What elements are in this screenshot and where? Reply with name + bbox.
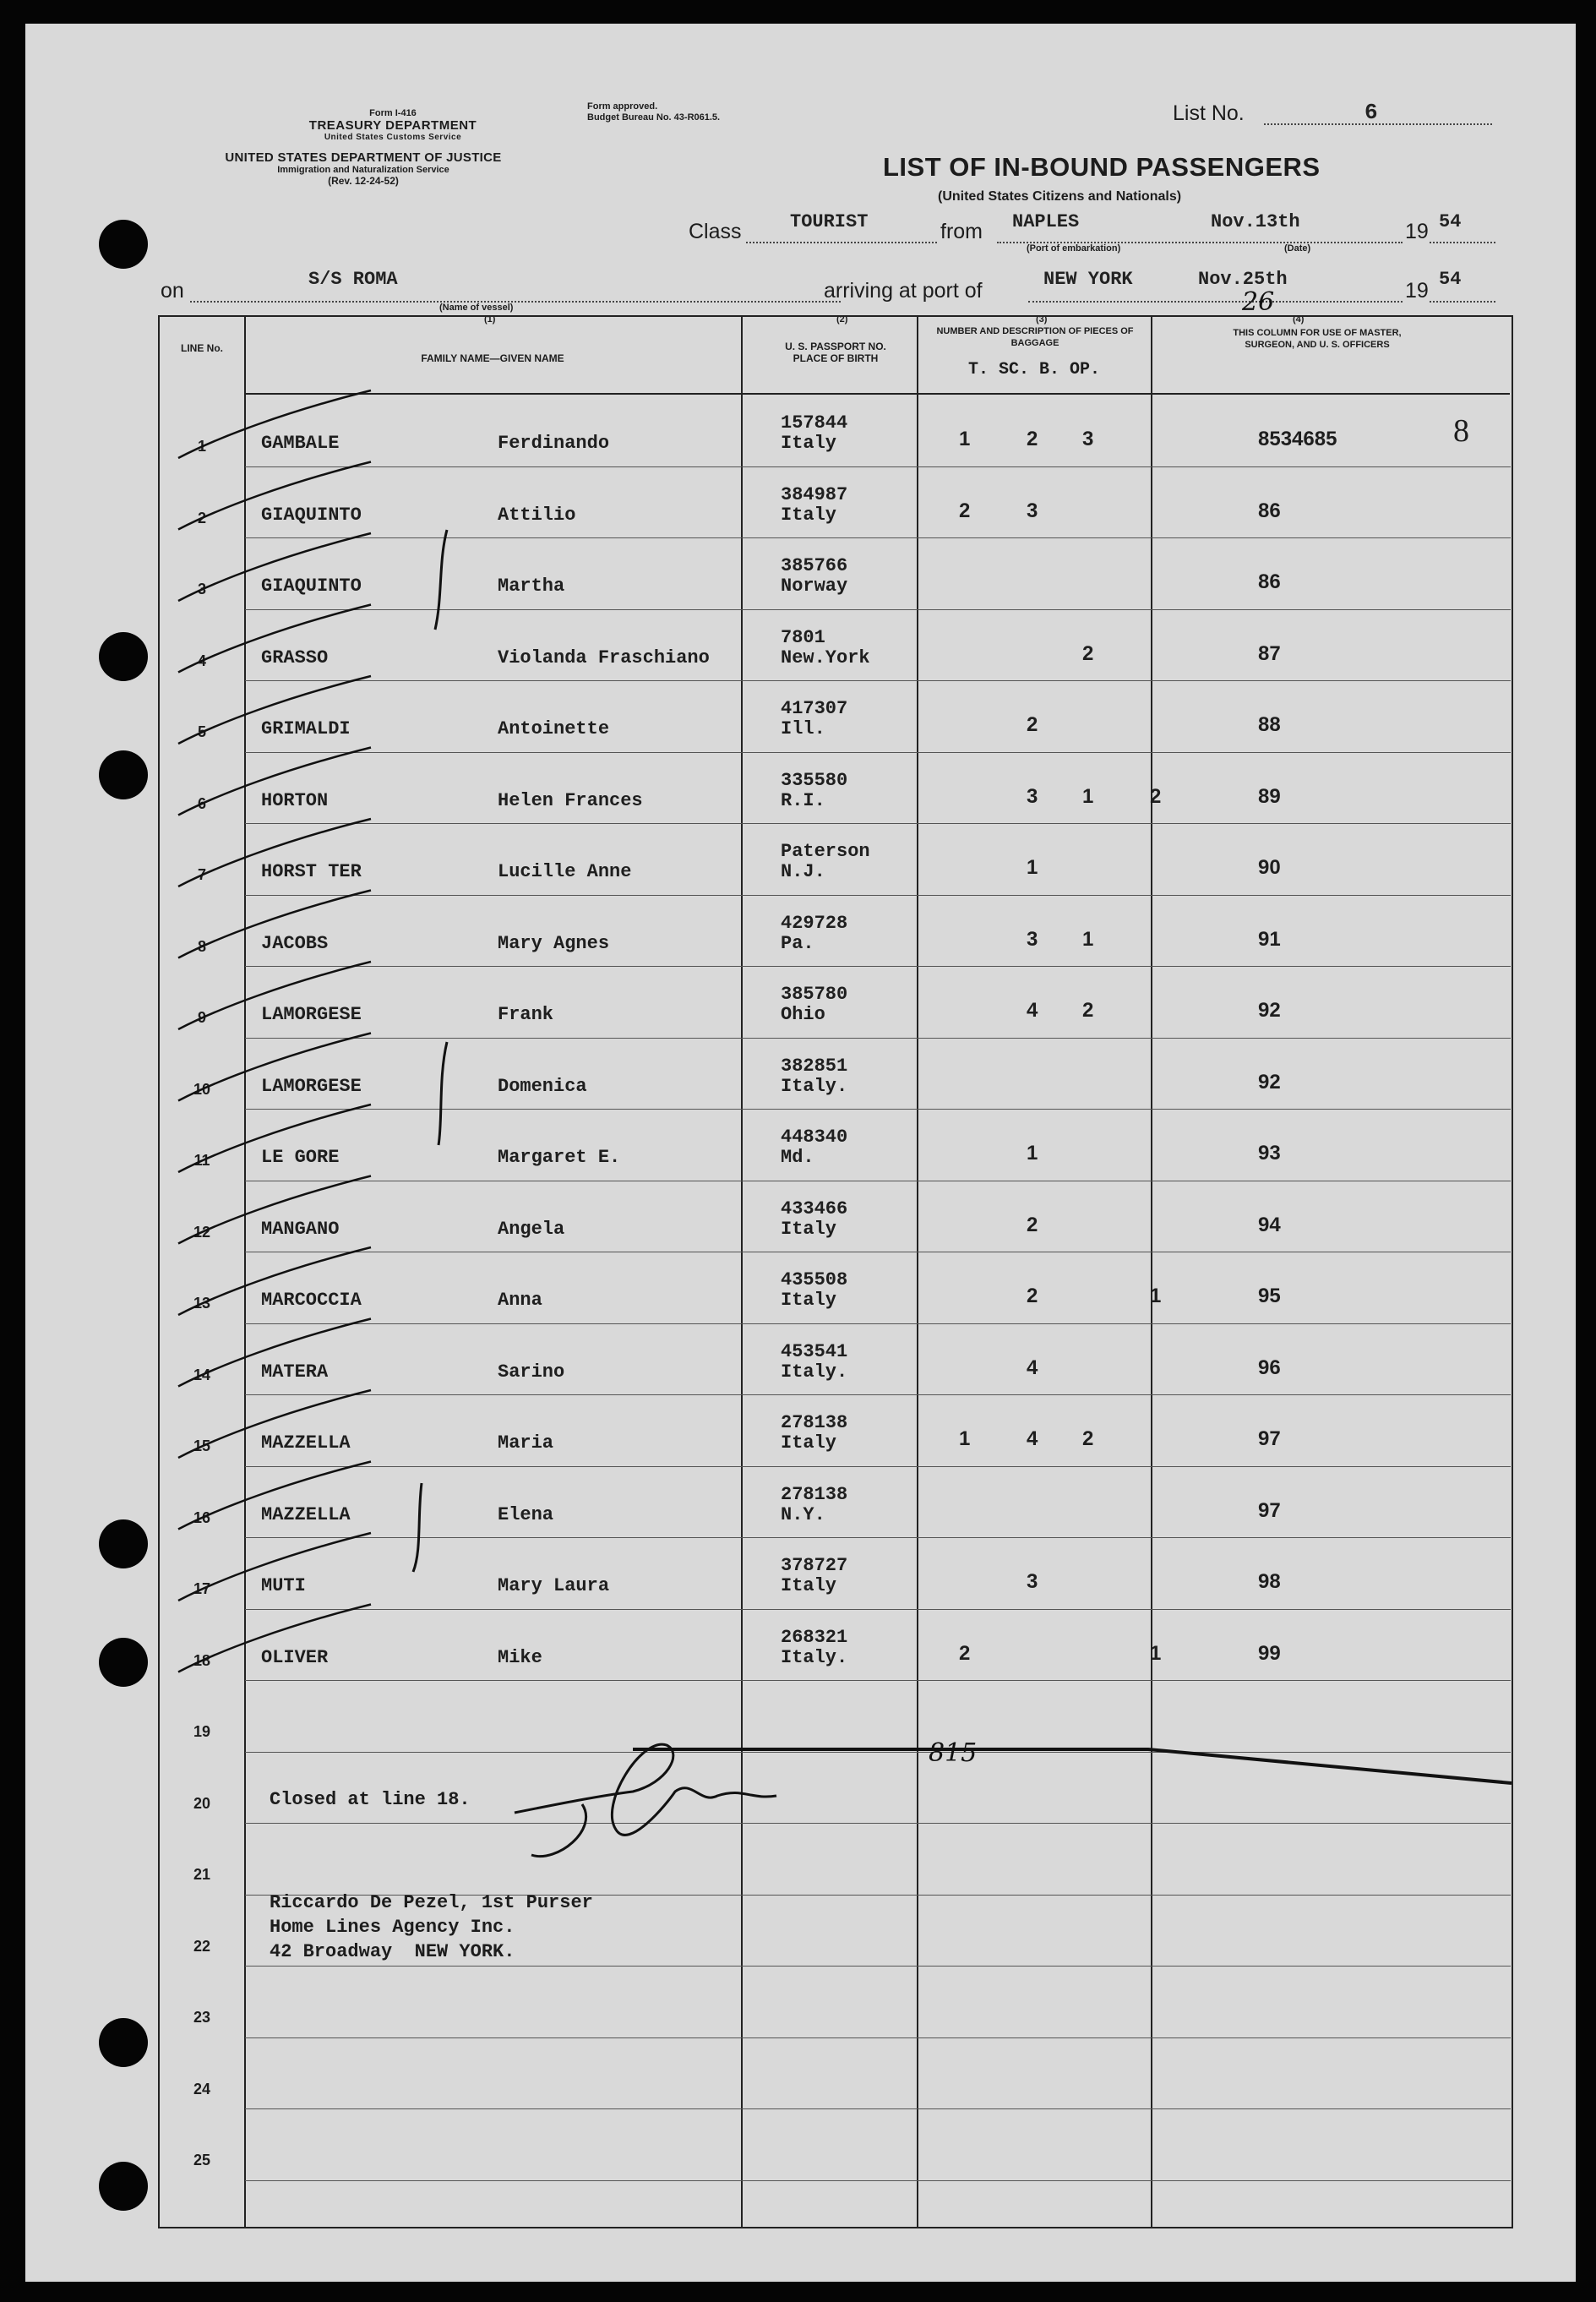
baggage-sc: 4 [1027, 1356, 1038, 1379]
handwritten-marks [160, 317, 1512, 2227]
officer-entry: 95 [1258, 1285, 1281, 1307]
officer-entry: 87 [1258, 641, 1281, 665]
baggage-b: 3 [1082, 428, 1094, 450]
agency-header [152, 108, 566, 142]
col-head-name: FAMILY NAME—GIVEN NAME [421, 352, 564, 364]
place-of-birth: Pa. [781, 932, 814, 954]
vessel-line [190, 301, 841, 303]
signature-time: 815 [929, 1738, 978, 1768]
passport-number: 433466 [781, 1197, 848, 1219]
col-head-officers: THIS COLUMN FOR USE OF MASTER, SURGEON, AND U. S. OFFICERS [1233, 328, 1402, 350]
baggage-t: 1 [959, 428, 971, 450]
check-stroke [178, 819, 371, 886]
purser-line-1: Riccardo De Pezel, 1st Purser [270, 1892, 593, 1913]
given-name: Sarino [498, 1361, 565, 1383]
baggage-t: 1 [959, 1427, 971, 1450]
baggage-t: 2 [959, 1641, 971, 1665]
date-caption: (Date) [1284, 243, 1311, 254]
officer-entry: 92 [1258, 999, 1281, 1022]
col-head-line: LINE No. [181, 342, 223, 354]
baggage-sc: 3 [1027, 784, 1038, 808]
officer-entry: 93 [1258, 1142, 1281, 1165]
place-of-birth: Italy [781, 504, 837, 526]
given-name: Maria [498, 1432, 554, 1454]
check-stroke [178, 1034, 371, 1101]
list-no-label: List No. [1173, 101, 1245, 125]
line-number: 10 [193, 1080, 211, 1098]
baggage-sc: 4 [1027, 1427, 1038, 1450]
family-name: JACOBS [261, 932, 329, 954]
check-stroke [178, 1390, 371, 1458]
manifest-page [25, 24, 1576, 2282]
place-of-birth: Md. [781, 1147, 814, 1168]
family-name: GRASSO [261, 646, 329, 668]
arrival-port: NEW YORK [1043, 269, 1133, 290]
punch-hole [99, 750, 148, 799]
baggage-op: 1 [1150, 1285, 1162, 1307]
passport-number: Paterson [781, 841, 870, 862]
check-stroke [178, 605, 371, 673]
given-name: Margaret E. [498, 1147, 621, 1168]
passport-number: 435508 [781, 1269, 848, 1290]
passport-number: 448340 [781, 1126, 848, 1148]
family-name: OLIVER [261, 1646, 329, 1668]
from-port: NAPLES [1012, 211, 1080, 232]
baggage-t: 2 [959, 499, 971, 522]
baggage-b: 1 [1082, 784, 1094, 808]
officer-entry: 86 [1258, 499, 1281, 522]
line-number: 3 [197, 581, 206, 597]
baggage-b: 1 [1082, 927, 1094, 951]
officer-entry: 8534685 [1258, 428, 1337, 450]
line-number: 11 [193, 1152, 210, 1169]
family-name: LAMORGESE [261, 1075, 362, 1097]
baggage-op: 1 [1150, 1641, 1162, 1665]
given-name: Elena [498, 1503, 554, 1525]
family-name: LAMORGESE [261, 1004, 362, 1025]
baggage-sc: 1 [1027, 1142, 1038, 1165]
line-number: 19 [193, 1723, 211, 1740]
line-number: 4 [197, 652, 206, 669]
check-stroke [178, 1533, 371, 1601]
family-name: MARCOCCIA [261, 1290, 362, 1311]
check-stroke [178, 748, 371, 816]
passport-number: 268321 [781, 1626, 848, 1648]
baggage-b: 2 [1082, 999, 1094, 1022]
check-stroke [178, 1105, 371, 1172]
place-of-birth: New.York [781, 646, 870, 668]
passport-number: 382851 [781, 1055, 848, 1077]
given-name: Violanda Fraschiano [498, 646, 710, 668]
given-name: Mary Laura [498, 1575, 610, 1596]
treasury-label: TREASURY DEPARTMENT [308, 118, 477, 133]
caption-4: (4) [1293, 314, 1305, 325]
year-line-1 [1430, 242, 1495, 243]
arrival-line [1028, 301, 1403, 303]
family-name: LE GORE [261, 1147, 340, 1168]
baggage-sc: 3 [1027, 927, 1038, 951]
form-approved-label: Form approved. [587, 101, 658, 112]
family-name: MAZZELLA [261, 1503, 351, 1525]
check-stroke [178, 1462, 371, 1530]
punch-hole [99, 1638, 148, 1687]
given-name: Domenica [498, 1075, 587, 1097]
year-value-1: 54 [1439, 211, 1462, 232]
year-prefix-1: 19 [1405, 220, 1429, 243]
baggage-op: 2 [1150, 784, 1162, 808]
caption-2: (2) [836, 314, 848, 325]
passport-number: 384987 [781, 483, 848, 505]
given-name: Angela [498, 1218, 565, 1240]
check-stroke [178, 390, 371, 458]
col-head-baggage: NUMBER AND DESCRIPTION OF PIECES OF BAGGAGE [936, 326, 1134, 348]
place-of-birth: Italy. [781, 1646, 848, 1668]
passport-number: 378727 [781, 1555, 848, 1576]
given-name: Antoinette [498, 718, 610, 739]
line-number: 13 [193, 1295, 211, 1312]
place-of-birth: Italy [781, 433, 837, 454]
place-of-birth: Italy [781, 1432, 837, 1454]
passport-number: 335580 [781, 769, 848, 791]
passport-number: 157844 [781, 412, 848, 434]
officer-entry: 91 [1258, 927, 1281, 951]
revision-label: (Rev. 12-24-52) [328, 175, 399, 187]
purser-line-3: 42 Broadway NEW YORK. [270, 1941, 515, 1962]
family-name: GIAQUINTO [261, 576, 362, 597]
given-name: Frank [498, 1004, 554, 1025]
officer-entry: 86 [1258, 570, 1281, 593]
year-value-2: 54 [1439, 269, 1462, 290]
officer-entry: 97 [1258, 1498, 1281, 1522]
doj-label: UNITED STATES DEPARTMENT OF JUSTICE [225, 150, 502, 165]
class-value: TOURIST [790, 211, 869, 232]
place-of-birth: Ill. [781, 718, 825, 739]
given-name: Ferdinando [498, 433, 610, 454]
line-number: 21 [193, 1866, 211, 1883]
given-name: Helen Frances [498, 789, 643, 811]
officer-entry: 90 [1258, 856, 1281, 879]
baggage-sc: 4 [1027, 999, 1038, 1022]
line-number: 8 [197, 937, 206, 955]
line-number: 18 [193, 1651, 211, 1669]
place-of-birth: N.J. [781, 861, 825, 882]
check-stroke [178, 962, 371, 1029]
passport-number: 7801 [781, 626, 825, 648]
from-date: Nov.13th [1211, 211, 1300, 232]
vessel-name: S/S ROMA [308, 269, 398, 290]
family-name: HORTON [261, 789, 329, 811]
vessel-caption-num: (1) [484, 314, 496, 325]
officer-entry: 97 [1258, 1427, 1281, 1450]
baggage-sc: 2 [1027, 713, 1038, 736]
baggage-b: 2 [1082, 641, 1094, 665]
on-label: on [161, 279, 184, 303]
form-number: Form I-416 [369, 108, 417, 118]
officer-entry: 99 [1258, 1641, 1281, 1665]
officer-entry: 89 [1258, 784, 1281, 808]
passport-number: 429728 [781, 912, 848, 934]
arriving-label: arriving at port of [824, 279, 983, 303]
officer-entry: 98 [1258, 1570, 1281, 1593]
passport-number: 453541 [781, 1340, 848, 1362]
arrival-date-correction: 26 [1242, 287, 1275, 317]
baggage-sc: 2 [1027, 428, 1038, 450]
family-name: HORST TER [261, 861, 362, 882]
place-of-birth: Italy [781, 1575, 837, 1596]
punch-hole [99, 2162, 148, 2211]
given-name: Lucille Anne [498, 861, 632, 882]
line-number: 17 [193, 1580, 211, 1597]
vessel-caption: (Name of vessel) [439, 303, 514, 313]
baggage-sc: 3 [1027, 1570, 1038, 1593]
given-name: Anna [498, 1290, 542, 1311]
check-stroke [178, 676, 371, 744]
page-subtitle: (United States Citizens and Nationals) [938, 189, 1182, 204]
passport-number: 278138 [781, 1483, 848, 1505]
officer-entry: 96 [1258, 1356, 1281, 1379]
baggage-sc: 2 [1027, 1213, 1038, 1236]
page-title: LIST OF IN-BOUND PASSENGERS [883, 152, 1321, 182]
punch-hole [99, 220, 148, 269]
punch-hole [99, 1519, 148, 1568]
given-name: Mike [498, 1646, 542, 1668]
family-name: GIAQUINTO [261, 504, 362, 526]
line-number: 2 [197, 509, 206, 526]
ins-label: Immigration and Naturalization Service [277, 165, 449, 175]
margin-number: 8 [1453, 413, 1469, 449]
line-number: 24 [193, 2080, 211, 2097]
check-stroke [178, 533, 371, 601]
given-name: Martha [498, 576, 565, 597]
col-head-baggage-sub: T. SC. B. OP. [967, 360, 1101, 379]
passport-number: 417307 [781, 698, 848, 719]
punch-hole [99, 2018, 148, 2067]
family-name: MATERA [261, 1361, 329, 1383]
line-number: 12 [193, 1223, 211, 1241]
passport-number: 385766 [781, 555, 848, 576]
line-number: 9 [197, 1009, 206, 1026]
col-head-passport: U. S. PASSPORT NO. PLACE OF BIRTH [785, 341, 886, 364]
year-prefix-2: 19 [1405, 279, 1429, 303]
place-of-birth: Italy. [781, 1361, 848, 1383]
given-name: Mary Agnes [498, 932, 610, 954]
check-stroke [178, 462, 371, 530]
customs-label: United States Customs Service [324, 133, 462, 142]
passenger-table [158, 315, 1513, 2228]
baggage-b: 2 [1082, 1427, 1094, 1450]
family-name: MAZZELLA [261, 1432, 351, 1454]
doj-header [152, 150, 575, 187]
baggage-sc: 1 [1027, 856, 1038, 879]
punch-hole [99, 632, 148, 681]
place-of-birth: Ohio [781, 1004, 825, 1025]
budget-label: Budget Bureau No. 43-R061.5. [587, 112, 721, 123]
baggage-sc: 2 [1027, 1285, 1038, 1307]
list-no-value: 6 [1364, 100, 1378, 125]
class-line [746, 242, 937, 243]
check-stroke [178, 1319, 371, 1387]
check-stroke [178, 1176, 371, 1244]
line-number: 15 [193, 1437, 211, 1454]
officer-entry: 92 [1258, 1070, 1281, 1094]
list-no-line [1264, 123, 1492, 125]
form-approved [587, 101, 720, 123]
family-name: MUTI [261, 1575, 306, 1596]
officer-entry: 94 [1258, 1213, 1281, 1236]
line-number: 20 [193, 1794, 211, 1812]
line-number: 14 [193, 1366, 211, 1383]
year-line-2 [1430, 301, 1495, 303]
check-stroke [178, 1605, 371, 1672]
family-name: MANGANO [261, 1218, 340, 1240]
place-of-birth: Norway [781, 576, 848, 597]
place-of-birth: Italy [781, 1218, 837, 1240]
line-number: 6 [197, 794, 206, 812]
purser-line-2: Home Lines Agency Inc. [270, 1917, 515, 1938]
check-stroke [178, 1247, 371, 1315]
family-name: GAMBALE [261, 433, 340, 454]
closing-note: Closed at line 18. [270, 1789, 471, 1810]
check-stroke [178, 891, 371, 958]
place-of-birth: N.Y. [781, 1503, 825, 1525]
place-of-birth: Italy. [781, 1075, 848, 1097]
place-of-birth: R.I. [781, 789, 825, 811]
line-number: 16 [193, 1508, 211, 1526]
line-number: 22 [193, 1937, 211, 1955]
caption-3: (3) [1036, 314, 1048, 325]
line-number: 25 [193, 2152, 211, 2168]
baggage-sc: 3 [1027, 499, 1038, 522]
class-label: Class [689, 220, 742, 243]
family-name: GRIMALDI [261, 718, 351, 739]
line-number: 5 [197, 723, 206, 740]
arrival-date: Nov.25th [1198, 269, 1288, 290]
line-number: 23 [193, 2009, 211, 2026]
line-number: 7 [197, 866, 206, 883]
from-label: from [940, 220, 983, 243]
officer-entry: 88 [1258, 713, 1281, 736]
place-of-birth: Italy [781, 1290, 837, 1311]
passport-number: 385780 [781, 984, 848, 1005]
given-name: Attilio [498, 504, 576, 526]
port-caption: (Port of embarkation) [1027, 243, 1121, 254]
line-number: 1 [197, 438, 206, 455]
passport-number: 278138 [781, 1412, 848, 1433]
